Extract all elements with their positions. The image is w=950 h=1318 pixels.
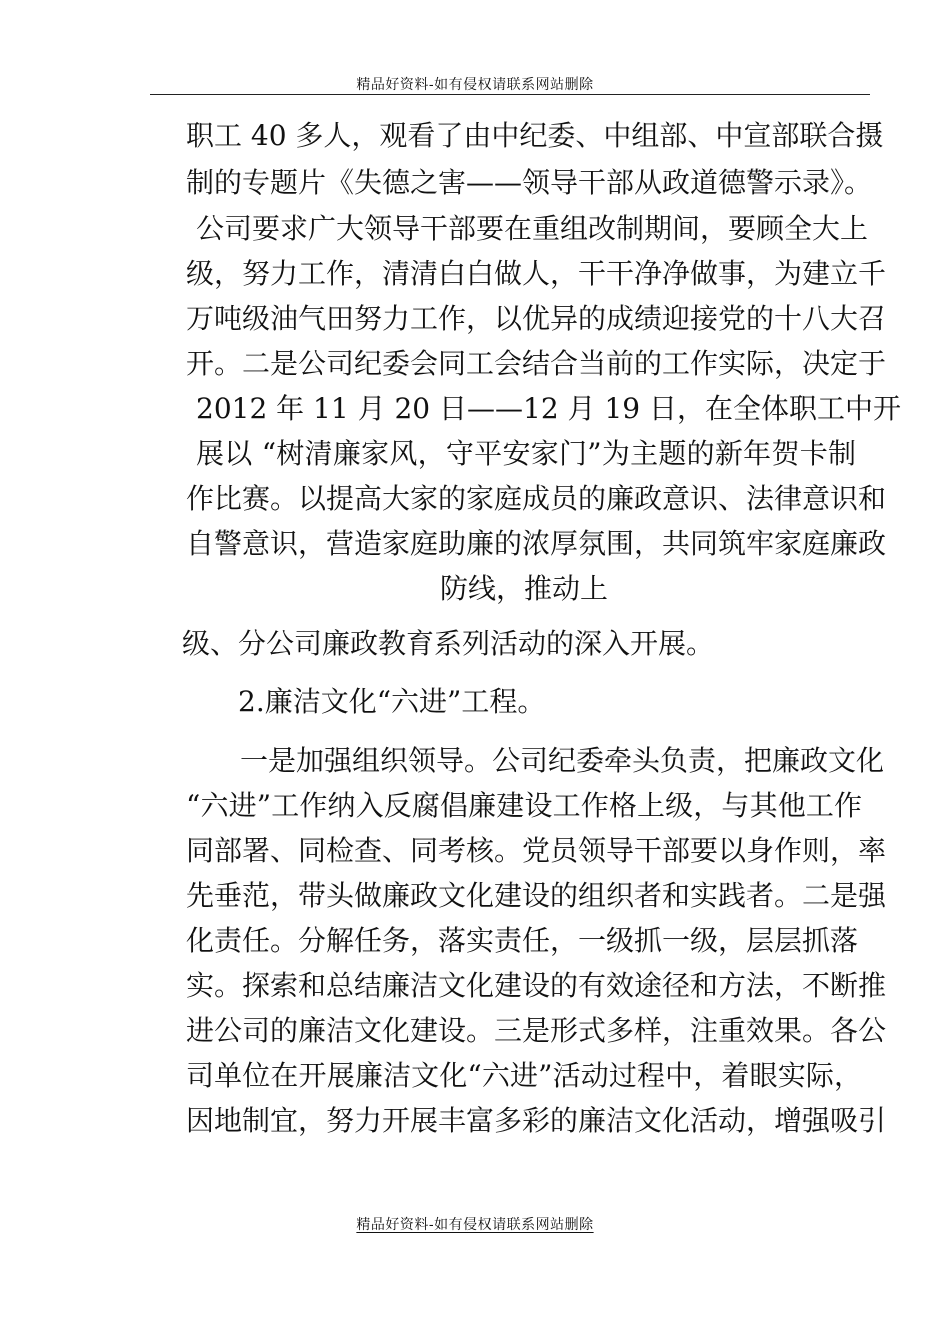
body-line: 作比赛。以提高大家的家庭成员的廉政意识、法律意识和 xyxy=(186,482,887,515)
body-line: 先垂范，带头做廉政文化建设的组织者和实践者。二是强 xyxy=(186,879,887,912)
body-line: 司单位在开展廉洁文化“六进”活动过程中，着眼实际， xyxy=(186,1059,862,1092)
body-line: 实。探索和总结廉洁文化建设的有效途径和方法，不断推 xyxy=(186,969,887,1002)
body-line: 进公司的廉洁文化建设。三是形式多样，注重效果。各公 xyxy=(186,1014,887,1047)
body-line: 公司要求广大领导干部要在重组改制期间，要顾全大上 xyxy=(196,212,869,245)
body-line: 防线，推动上 xyxy=(439,572,608,605)
body-line: 开。二是公司纪委会同工会结合当前的工作实际，决定于 xyxy=(186,347,887,380)
header-divider xyxy=(150,94,870,95)
body-line: “六进”工作纳入反腐倡廉建设工作格上级，与其他工作 xyxy=(186,789,862,822)
body-line: 展以 “树清廉家风，守平安家门”为主题的新年贺卡制 xyxy=(196,437,856,470)
body-line: 自警意识，营造家庭助廉的浓厚氛围，共同筑牢家庭廉政 xyxy=(186,527,887,560)
body-line: 因地制宜，努力开展丰富多彩的廉洁文化活动，增强吸引 xyxy=(186,1104,887,1137)
body-line: 万吨级油气田努力工作，以优异的成绩迎接党的十八大召 xyxy=(186,302,887,335)
body-line: 制的专题片《失德之害——领导干部从政道德警示录》。 xyxy=(186,166,873,199)
body-line: 级、分公司廉政教育系列活动的深入开展。 xyxy=(182,627,715,660)
body-line: 职工 40 多人，观看了由中纪委、中组部、中宣部联合摄 xyxy=(186,119,884,152)
body-line: 级，努力工作，清清白白做人，干干净净做事，为建立千 xyxy=(186,257,887,290)
body-line: 化责任。分解任务，落实责任，一级抓一级，层层抓落 xyxy=(186,924,859,957)
body-line: 2012 年 11 月 20 日——12 月 19 日，在全体职工中开 xyxy=(196,392,901,425)
body-line: 一是加强组织领导。公司纪委牵头负责，把廉政文化 xyxy=(240,744,885,777)
page-header: 精品好资料-如有侵权请联系网站删除 xyxy=(356,77,594,93)
page-footer: 精品好资料-如有侵权请联系网站删除 xyxy=(356,1217,594,1233)
body-line: 同部署、同检查、同考核。党员领导干部要以身作则，率 xyxy=(186,834,887,867)
section-heading: 2.廉洁文化“六进”工程。 xyxy=(238,685,546,718)
